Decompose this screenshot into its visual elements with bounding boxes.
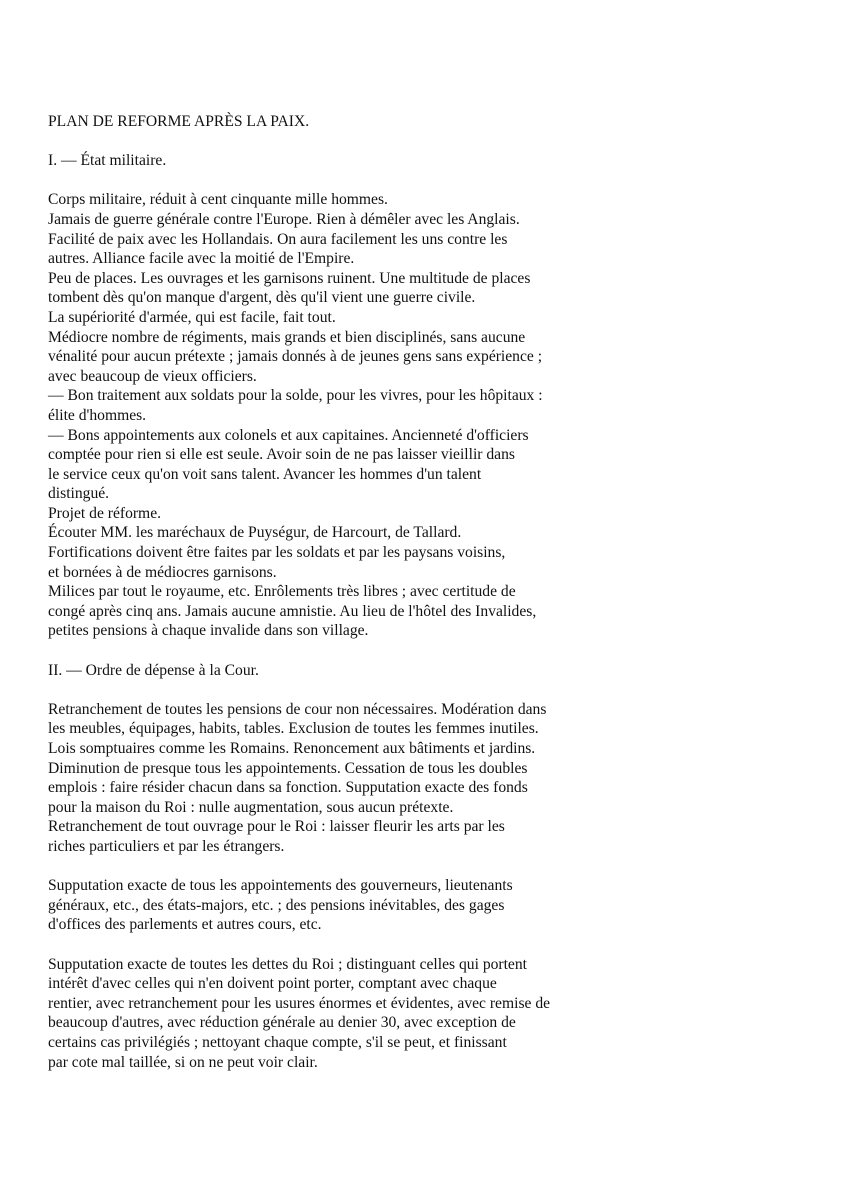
text-line: riches particuliers et par les étrangers. (48, 837, 285, 855)
text-line: élite d'hommes. (48, 406, 147, 424)
text-line: vénalité pour aucun prétexte ; jamais donnés à de jeunes gens sans expérience ; (48, 348, 543, 366)
text-line: Projet de réforme. (48, 504, 162, 522)
paragraph (48, 190, 628, 641)
text-line: le service ceux qu'on voit sans talent. Avancer les hommes d'un talent (48, 465, 482, 483)
text-line: les meubles, équipages, habits, tables. Exclusion de toutes les femmes inutiles. (48, 720, 539, 738)
text-line: Retranchement de tout ouvrage pour le Roi : laisser fleurir les arts par les (48, 818, 505, 836)
text-line: Retranchement de toutes les pensions de cour non nécessaires. Modération dans (48, 700, 547, 718)
text-line: et bornées à de médiocres garnisons. (48, 563, 277, 581)
text-line: Écouter MM. les maréchaux de Puységur, de Harcourt, de Tallard. (48, 524, 462, 542)
section-heading: II. — Ordre de dépense à la Cour. (48, 661, 259, 679)
text-line: — Bons appointements aux colonels et aux capitaines. Ancienneté d'officiers (48, 426, 529, 444)
paragraph (48, 876, 628, 935)
document-body (48, 151, 628, 1072)
text-line: Lois somptuaires comme les Romains. Renoncement aux bâtiments et jardins. (48, 740, 536, 757)
text-line: avec beaucoup de vieux officiers. (48, 367, 257, 385)
document-title: PLAN DE REFORME APRÈS LA PAIX. (48, 113, 310, 130)
text-line: rentier, avec retranchement pour les usures énormes et évidentes, avec remise de (48, 994, 551, 1012)
text-line: pour la maison du Roi : nulle augmentation, sous aucun prétexte. (48, 798, 454, 816)
text-line: Fortifications doivent être faites par les soldats et par les paysans voisins, (48, 544, 506, 562)
document-page (48, 112, 628, 1092)
text-line: comptée pour rien si elle est seule. Avoir soin de ne pas laisser vieillir dans (48, 446, 515, 464)
text-line: Supputation exacte de toutes les dettes du Roi ; distinguant celles qui portent (48, 955, 527, 973)
section-2 (48, 661, 628, 1072)
text-line: par cote mal taillée, si on ne peut voir clair. (48, 1053, 318, 1071)
text-line: d'offices des parlements et autres cours, etc. (48, 916, 322, 934)
text-line: beaucoup d'autres, avec réduction générale au denier 30, avec exception de (48, 1014, 516, 1032)
paragraph (48, 955, 628, 1073)
text-line: emplois : faire résider chacun dans sa fonction. Supputation exacte des fonds (48, 779, 528, 797)
text-line: distingué. (48, 485, 110, 503)
text-line: Médiocre nombre de régiments, mais grands et bien disciplinés, sans aucune (48, 328, 526, 346)
text-line: autres. Alliance facile avec la moitié de l'Empire. (48, 250, 355, 268)
text-line: tombent dès qu'on manque d'argent, dès qu'il vient une guerre civile. (48, 289, 476, 307)
section-1 (48, 151, 628, 641)
text-line: — Bon traitement aux soldats pour la solde, pour les vivres, pour les hôpitaux : (48, 387, 543, 405)
text-line: Milices par tout le royaume, etc. Enrôlements très libres ; avec certitude de (48, 583, 516, 601)
text-line: congé après cinq ans. Jamais aucune amnistie. Au lieu de l'hôtel des Invalides, (48, 602, 537, 620)
text-line: Peu de places. Les ouvrages et les garnisons ruinent. Une multitude de places (48, 269, 531, 287)
paragraph (48, 700, 628, 857)
text-line: intérêt d'avec celles qui n'en doivent point porter, comptant avec chaque (48, 975, 497, 993)
text-line: Corps militaire, réduit à cent cinquante mille hommes. (48, 191, 388, 209)
text-line: Facilité de paix avec les Hollandais. On aura facilement les uns contre les (48, 230, 508, 248)
section-heading: I. — État militaire. (48, 152, 167, 170)
text-line: Supputation exacte de tous les appointements des gouverneurs, lieutenants (48, 877, 513, 895)
text-line: Diminution de presque tous les appointements. Cessation de tous les doubles (48, 759, 528, 777)
text-line: certains cas privilégiés ; nettoyant chaque compte, s'il se peut, et finissant (48, 1033, 507, 1051)
text-line: Jamais de guerre générale contre l'Europe. Rien à démêler avec les Anglais. (48, 210, 520, 228)
text-line: petites pensions à chaque invalide dans son village. (48, 622, 369, 640)
text-line: généraux, etc., des états-majors, etc. ; des pensions inévitables, des gages (48, 896, 505, 914)
text-line: La supériorité d'armée, qui est facile, fait tout. (48, 308, 336, 326)
